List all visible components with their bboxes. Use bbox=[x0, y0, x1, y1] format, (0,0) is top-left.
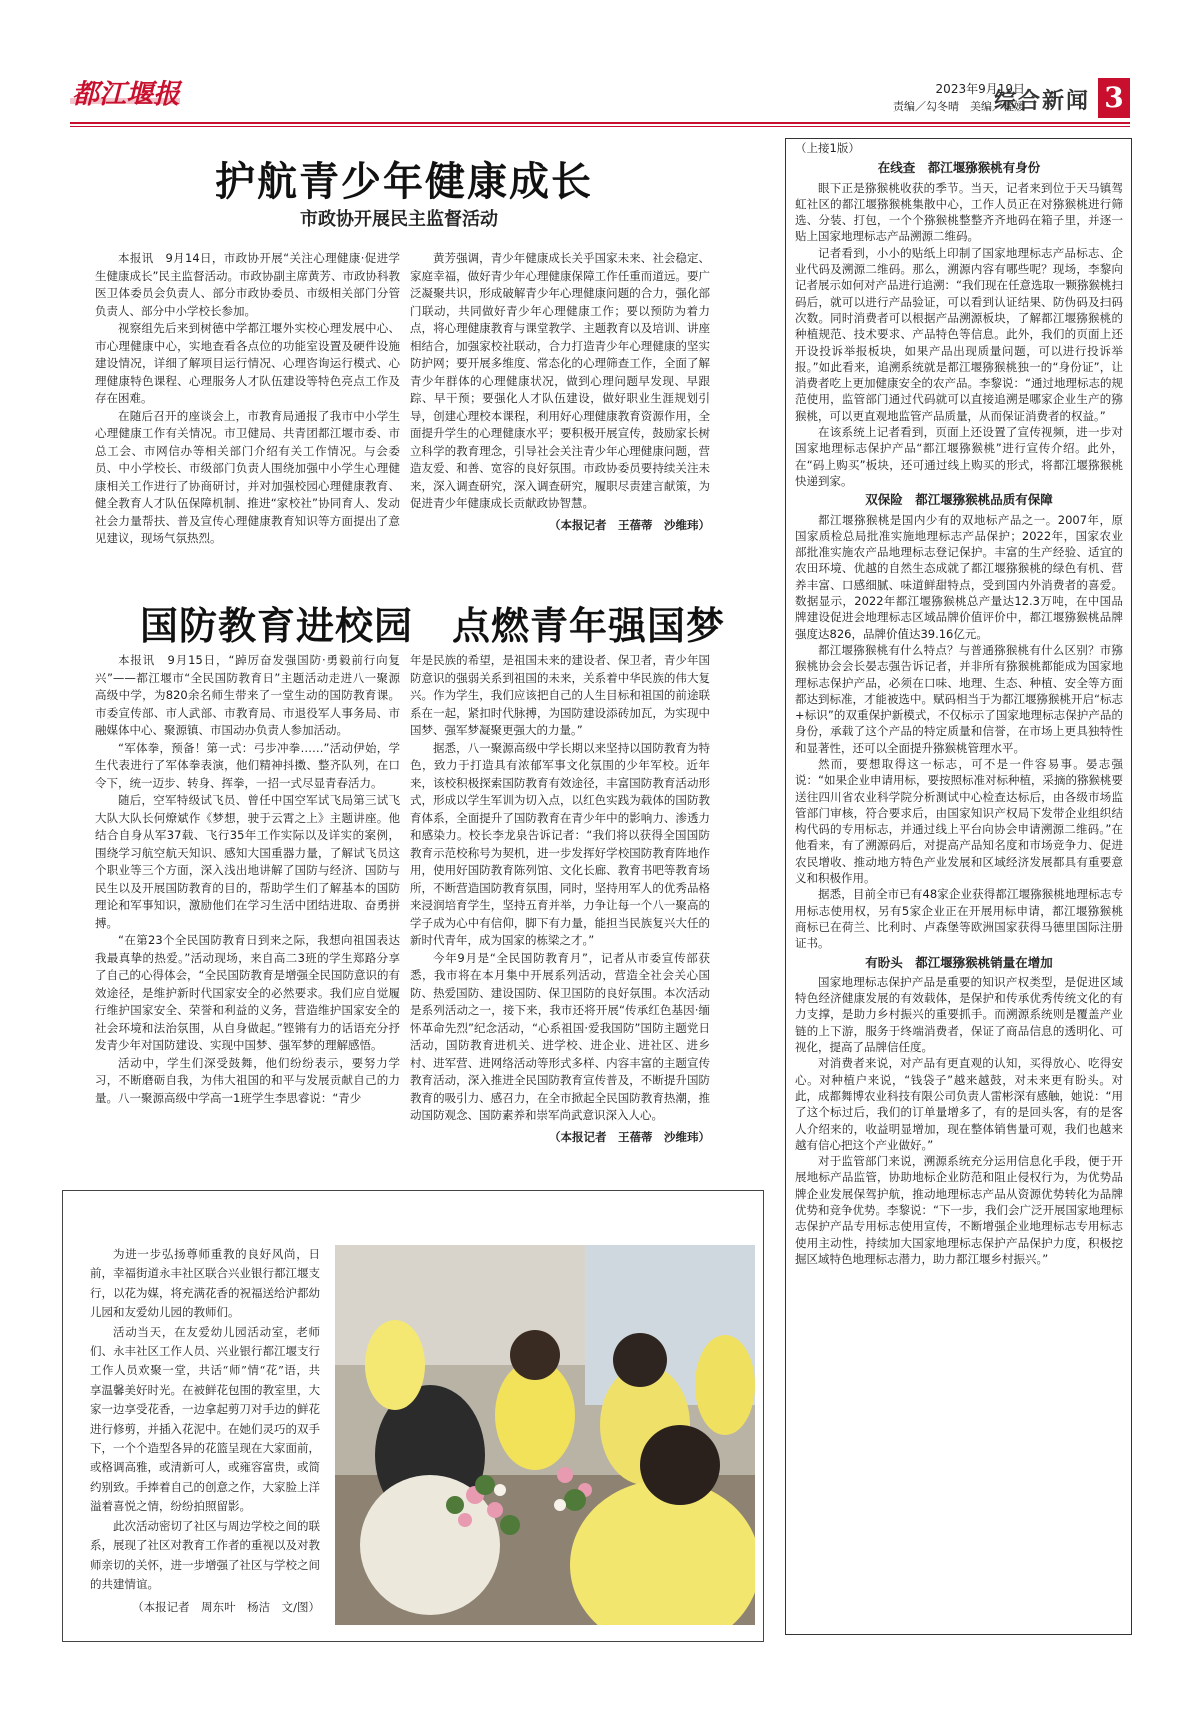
paragraph: 黄芳强调，青少年健康成长关乎国家未来、社会稳定、家庭幸福，做好青少年心理健康保障工作任重而道远。要广泛凝聚共识，形成破解青少年心理健康问题的合力，强化部门联动，共同做好青少年心理健康工作；要以预防为着力点，将心理健康教育与课堂教学、主题教育以及培训、讲座相结合，加强家校社联动，合力打造青少年心理健康的坚实防护网；要开展多维度、常态化的心理筛查工作，全面了解青少年群体的心理健康状况，做到心理问题早发现、早跟踪、早干预；要强化人才队伍建设，做好职业生涯规划引导，创建心理校本课程，利用好心理健康教育资源作用，全面提升学生的心理健康水平；要积极开展宣传，鼓励家长树立科学的教育理念，引导社会关注青少年心理健康问题，营造友爱、和善、宽容的良好氛围。市政协委员要持续关注未来，深入调查研究，深入调查研究，履职尽责建言献策，为促进青少年健康成长贡献政协智慧。 bbox=[410, 251, 710, 510]
sidebar-subheading: 有盼头 都江堰猕猴桃销量在增加 bbox=[865, 954, 1053, 970]
paragraph: 据悉，八一聚源高级中学长期以来坚持以国防教育为特色，致力于打造具有浓郁军事文化氛围的少年军校。近年来，该校积极探索国防教育有效途径，丰富国防教育活动形式，形成以学生军训为切入点，以红色实践为载体的国防教育体系，全面提升了国防教育在青少年中的影响力、渗透力和感染力。校长李龙泉告诉记者：“我们将以获得全国国防教育示范校称号为契机，进一步发挥好学校国防教育阵地作用，使用好国防教育陈列馆、文化长廊、教育书吧等教育场所，不断营造国防教育氛围，同时，坚持用军人的优秀品格来浸润培育学生，坚持五育并举，力争让每一个八一聚高的学子成为心中有信仰，脚下有力量，能担当民族复兴大任的新时代青年，成为国家的栋梁之才。” bbox=[410, 740, 710, 947]
header-rule-thin bbox=[70, 126, 1130, 127]
header-rule bbox=[70, 122, 1130, 124]
paragraph: 对于监管部门来说，溯源系统充分运用信息化手段，便于开展地标产品监管，协助地标企业防范和阻止侵权行为，为优势品牌企业发展保驾护航，推动地理标志产品从资源优势转化为品牌优势和竞争优势。李黎说：“下一步，我们会广泛开展国家地理标志保护产品专用标志使用宣传，不断增强企业地理标志专用标志使用主动性，持续加大国家地理标志保护产品保护力度，积极挖掘区域特色地理标志潜力，助力都江堰乡村振兴。” bbox=[795, 1154, 1123, 1266]
logo-text: 都江堰报 bbox=[72, 79, 180, 110]
paragraph: 今年9月是“全民国防教育月”，记者从市委宣传部获悉，我市将在本月集中开展系列活动，营造全社会关心国防、热爱国防、建设国防、保卫国防的良好氛围。本次活动是系列活动之一，接下来，我市还将开展“传承红色基因·缅怀革命先烈”纪念活动，“心系祖国·爱我国防”国防主题党日活动，国防教育进机关、进学校、进企业、进社区、进乡村、进军营、进网络活动等形式多样、内容丰富的主题宣传教育活动，深入推进全民国防教育宣传普及，不断提升国防教育的吸引力、感召力，在全市掀起全民国防教育热潮，推动国防观念、国防素养和崇军尚武意识深入人心。 bbox=[410, 950, 710, 1122]
article2-byline: （本报记者 王蓓蒂 沙维玮） bbox=[549, 1129, 710, 1144]
article1-subheadline: 市政协开展民主监督活动 bbox=[300, 209, 498, 230]
paragraph: 然而，要想取得这一标志，可不是一件容易事。晏志强说：“如果企业申请用标，要按照标准对标种植，采摘的猕猴桃要送往四川省农业科学院分析测试中心检查达标后，由各级市场监管部门审核，符合要求后，由国家知识产权局下发带企业组织结构代码的专用标志，并通过线上平台向协会申请溯源二维码。”在他看来，有了溯源码后，对提高产品知名度和市场竞争力、促进农民增收、推动地方特色产业发展和区域经济发展都具有重要意义和积极作用。 bbox=[795, 756, 1123, 886]
photo-story-text bbox=[90, 1245, 320, 1618]
paragraph: 为进一步弘扬尊师重教的良好风尚，日前，幸福街道永丰社区联合兴业银行都江堰支行，以花为媒，将充满花香的祝福送给沪都幼儿园和友爱幼儿园的教师们。 bbox=[90, 1247, 320, 1320]
article1-byline: （本报记者 王蓓蒂 沙维玮） bbox=[549, 517, 710, 532]
issue-date: 2023年9月19日 bbox=[935, 82, 1025, 96]
paragraph: 在该系统上记者看到，页面上还设置了宣传视频，进一步对国家地理标志保护产品“都江堰猕猴桃”进行宣传介绍。此外，在“码上购买”板块，还可通过线上购买的形式，将都江堰猕猴桃快递到家。 bbox=[795, 425, 1123, 488]
article2-column-2 bbox=[410, 652, 710, 1146]
flower-arranging-photo bbox=[335, 1245, 755, 1625]
sidebar-subheading: 双保险 都江堰猕猴桃品质有保障 bbox=[865, 492, 1053, 508]
paragraph: 国家地理标志保护产品是重要的知识产权类型，是促进区域特色经济健康发展的有效载体，是保护和传承优秀传统文化的有力支撑，是助力乡村振兴的重要抓手。而溯源系统则是覆盖产业链的上下游，服务于终端消费者，保证了商品信息的透明化、可视化，提高了品牌信任度。 bbox=[795, 974, 1123, 1055]
paragraph: 都江堰猕猴桃有什么特点？与普通猕猴桃有什么区别？市猕猴桃协会会长晏志强告诉记者，并非所有猕猴桃都能成为国家地理标志保护产品，必须在口味、地理、生态、种植、安全等方面都达到标准，才能被选中。赋码相当于为都江堰猕猴桃开启“标志+标识”的双重保护新模式，不仅标示了国家地理标志保护产品的身份，承载了这个产品的特定质量和信誉，在市场上更具独特性和显著性，还可以全面提升猕猴桃管理水平。 bbox=[795, 642, 1123, 755]
section-title: 综合新闻 bbox=[993, 89, 1090, 114]
article1-headline: 护航青少年健康成长 bbox=[215, 158, 593, 205]
paragraph: “在第23个全民国防教育日到来之际，我想向祖国表达我最真挚的热爱。”活动现场，来自高二3班的学生郑路分享了自己的心得体会，“全民国防教育是增强全民国防意识的有效途径，是维护新时代国家安全的必然要求。我们应自觉履行维护国家安全、荣誉和利益的义务，营造维护国家安全的社会环境和法治氛围，从自身做起。”铿锵有力的话语充分抒发青少年对国防建设、实现中国梦、强军梦的理解感悟。 bbox=[95, 933, 400, 1052]
paragraph: 本报讯 9月15日，“踔厉奋发强国防·勇毅前行向复兴”——都江堰市“全民国防教育日”主题活动走进八一聚源高级中学，为820余名师生带来了一堂生动的国防教育课。市委宣传部、市人武部、市教育局、市退役军人事务局、市融媒体中心、聚源镇、市国动办负责人参加活动。 bbox=[95, 653, 400, 737]
article2-column-1 bbox=[95, 652, 400, 1107]
paragraph: 据悉，目前全市已有48家企业获得都江堰猕猴桃地理标志专用标志使用权，另有5家企业正在开展用标申请，都江堰猕猴桃商标已在荷兰、比利时、卢森堡等欧洲国家获得马德里国际注册证书。 bbox=[795, 887, 1123, 951]
sidebar-article bbox=[795, 140, 1123, 1267]
paragraph: 年是民族的希望，是祖国未来的建设者、保卫者，青少年国防意识的强弱关系到祖国的未来，关系着中华民族的伟大复兴。作为学生，我们应该把自己的人生目标和祖国的前途联系在一起，紧扣时代脉搏，为国防建设添砖加瓦，为实现中国梦、强军梦凝聚更强大的力量。” bbox=[410, 653, 710, 737]
newspaper-logo bbox=[70, 68, 190, 118]
paragraph: “军体拳，预备！第一式：弓步冲拳……”活动伊始，学生代表进行了军体拳表演，他们精神抖擞、整齐队列，在口令下，统一迈步、转身、挥拳，一招一式尽显青春活力。 bbox=[95, 740, 400, 790]
paragraph: 活动当天，在友爱幼儿园活动室，老师们、永丰社区工作人员、兴业银行都江堰支行工作人员欢聚一堂，共话“师”情“花”语，共享温馨美好时光。在被鲜花包围的教室里，大家一边享受花香，一边拿起剪刀对手边的鲜花进行修剪，并插入花泥中。在她们灵巧的双手下，一个个造型各异的花篮呈现在大家面前，或格调高雅，或清新可人，或雍容富贵，或简约别致。手捧着自己的创意之作，大家脸上洋溢着喜悦之情，纷纷拍照留影。 bbox=[90, 1324, 320, 1514]
paragraph: 对消费者来说，对产品有更直观的认知，买得放心、吃得安心。对种植户来说，“钱袋子”越来越鼓，对未来更有盼头。对此，成都舞博农业科技有限公司负责人雷彬深有感触，她说：“用了这个标过后，我们的订单量增多了，有的是回头客，有的是客人介绍来的，收益明显增加，现在整体销售量可观，我们也越来越有信心把这个产业做好。” bbox=[795, 1056, 1123, 1152]
paragraph: 此次活动密切了社区与周边学校之间的联系，展现了社区对教育工作者的重视以及对教师亲切的关怀，进一步增强了社区与学校之间的共建情谊。 bbox=[90, 1518, 320, 1591]
continued-label: （上接1版） bbox=[795, 141, 860, 155]
article2-headline: 国防教育进校园 点燃青年强国梦 bbox=[140, 603, 726, 648]
paragraph: 眼下正是猕猴桃收获的季节。当天，记者来到位于天马镇驾虹社区的都江堰猕猴桃集散中心，工作人员正在对猕猴桃进行筛选、分装、打包，一个个猕猴桃整整齐齐地码在箱子里，并逐一贴上国家地理标志产品溯源二维码。 bbox=[795, 180, 1123, 244]
paragraph: 随后，空军特级试飞员、曾任中国空军试飞局第三试飞大队大队长何燎斌作《梦想，驶于云霄之上》主题讲座。他结合自身从军37载、飞行35年工作实际以及详实的案例，围绕学习航空航天知识、感知大国重器力量，了解试飞员这个职业等三个方面，深入浅出地讲解了国防与经济、国防与民生以及开展国防教育的目的，帮助学生们了解基本的国防理论和军事知识，激励他们在学习生活中团结进取、奋勇拼搏。 bbox=[95, 793, 400, 930]
paragraph: 活动中，学生们深受鼓舞，他们纷纷表示，要努力学习，不断磨砺自我，为伟大祖国的和平与发展贡献自己的力量。八一聚源高级中学高一1班学生李思睿说：“青少 bbox=[95, 1055, 400, 1105]
editors-credit: 责编／勾冬晴 美编／程媛 bbox=[893, 100, 1025, 113]
page-number: 3 bbox=[1098, 78, 1130, 118]
paragraph: 在随后召开的座谈会上，市教育局通报了我市中小学生心理健康工作有关情况。市卫健局、共青团都江堰市委、市总工会、市网信办等相关部门介绍有关工作情况。与会委员、中小学校长、市级部门负责人围绕加强中小学生心理健康相关工作进行了协商研讨，并对加强校园心理健康教育、健全教育人才队伍保障机制、推进“家校社”协同育人、发动社会力量帮扶、普及宣传心理健康教育知识等方面提出了意见建议，现场气氛热烈。 bbox=[95, 408, 400, 545]
article1-column-1 bbox=[95, 250, 400, 548]
paragraph: 记者看到，小小的贴纸上印制了国家地理标志产品标志、企业代码及溯源二维码。那么，溯源内容有哪些呢？现场，李黎向记者展示如何对产品进行追溯：“我们现在任意选取一颗猕猴桃扫码后，就可以进行产品验证，可以看到认证结果、防伪码及扫码次数。同时消费者可以根据产品溯源板块，了解都江堰猕猴桃的种植规范、技术要求、产品特色等信息。此外，我们的页面上还开设投诉举报板块，如果产品出现质量问题，可以进行投诉举报。”如此看来，追溯系统就是都江堰猕猴桃独一的“身份证”，让消费者吃上更加健康安全的农产品。李黎说：“通过地理标志的规范使用，监管部门通过代码就可以直接追溯是哪家企业生产的猕猴桃，可以更直观地监管产品质量，从而保证消费者的权益。” bbox=[795, 245, 1123, 423]
paragraph: 都江堰猕猴桃是国内少有的双地标产品之一。2007年，原国家质检总局批准实施地理标志产品保护；2022年，国家农业部批准实施农产品地理标志登记保护。丰富的生产经验、适宜的农田环境、优越的自然生态成就了都江堰猕猴桃的绿色有机、营养丰富、口感细腻、味道鲜甜特点，受到国内外消费者的喜爱。数据显示，2022年都江堰猕猴桃总产量达12.3万吨，在中国品牌建设促进会地理标志区域品牌价值评价中，都江堰猕猴桃品牌强度达826，品牌价值达39.16亿元。 bbox=[795, 512, 1123, 641]
photo-story-byline: （本报记者 周东叶 杨洁 文/图） bbox=[132, 1600, 320, 1615]
paragraph: 视察组先后来到树德中学都江堰外实校心理发展中心、市心理健康中心，实地查看各点位的功能室设置及硬件设施建设情况，详细了解项目运行情况、心理咨询运行模式、心理健康特色课程、心理服务人才队伍建设等特色亮点工作及存在困难。 bbox=[95, 321, 400, 405]
article1-column-2 bbox=[410, 250, 710, 534]
paragraph: 本报讯 9月14日，市政协开展“关注心理健康·促进学生健康成长”民主监督活动。市政协副主席黄芳、市政协科教医卫体委员会负责人、部分市政协委员、市级相关部门分管负责人、部分中小学校长参加。 bbox=[95, 251, 400, 318]
sidebar-subheading: 在线查 都江堰猕猴桃有身份 bbox=[877, 160, 1041, 176]
